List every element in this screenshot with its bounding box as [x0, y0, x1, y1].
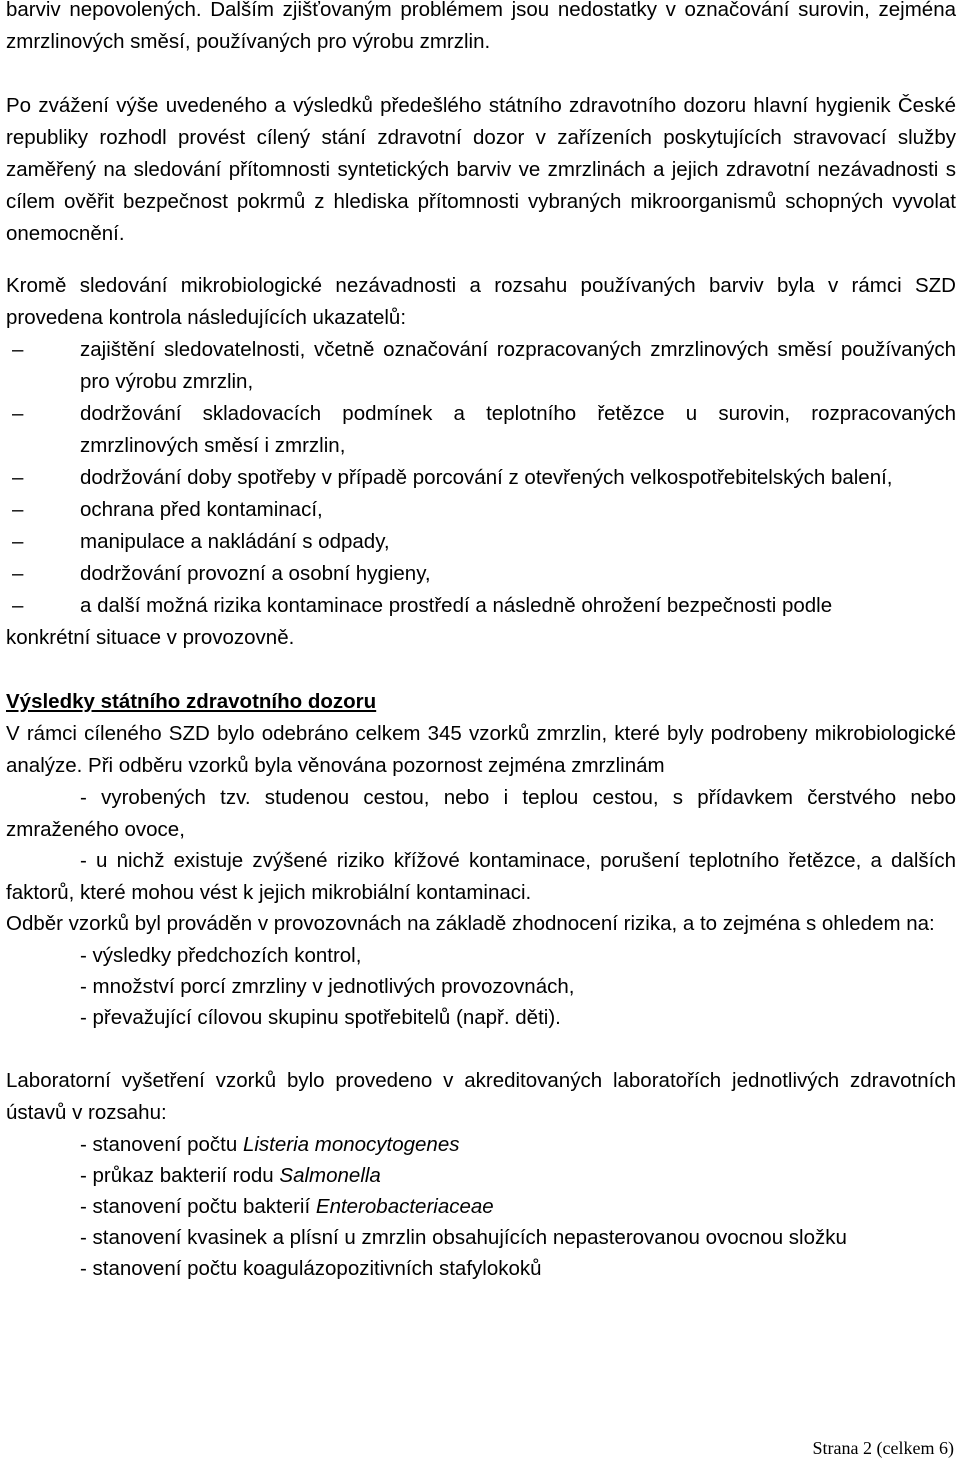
dash-bullet: –	[12, 562, 24, 585]
lab-item: - stanovení počtu bakterií Enterobacteriaceae	[80, 1195, 494, 1218]
decision-paragraph: Po zvážení výše uvedeného a výsledků předešlého státního zdravotního dozoru hlavní hygienik České republiky rozhodl provést cílený stání zdravotní dozor v zařízeních poskytujících stravovací služby zaměřený na sledování přítomnosti syntetických barviv ve zmrzlinách a jejich zdravotní nezávadnosti s cílem ověřit bezpečnost pokrmů z hlediska přítomnosti vybraných mikroorganismů schopných vyvolat onemocnění.	[6, 94, 956, 245]
list-item: – manipulace a nakládání s odpady,	[6, 526, 956, 558]
sampling-paragraph: Odběr vzorků byl prováděn v provozovnách na základě zhodnocení rizika, a to zejména s ohledem na:	[6, 912, 935, 935]
results-paragraph: V rámci cíleného SZD bylo odebráno celkem 345 vzorků zmrzlin, které byly podrobeny mikrobiologické analýze. Při odběru vzorků byla věnována pozornost zejména zmrzlinám	[6, 722, 956, 777]
dash-bullet: –	[12, 338, 24, 361]
lab-item: - průkaz bakterií rodu Salmonella	[80, 1164, 381, 1187]
page-number: Strana 2 (celkem 6)	[812, 1438, 954, 1458]
intro-paragraph: barviv nepovolených. Dalším zjišťovaným problémem jsou nedostatky v označování surovin, zejména zmrzlinových směsí, používaných pro výrobu zmrzlin.	[6, 0, 956, 53]
sampling-item: - výsledky předchozích kontrol,	[80, 944, 362, 967]
results-heading: Výsledky státního zdravotního dozoru	[6, 690, 377, 713]
results-subitem: - vyrobených tzv. studenou cestou, nebo i teplou cestou, s přídavkem čerstvého nebo zmraženého ovoce,	[6, 786, 956, 841]
indicators-list	[6, 334, 956, 622]
list-item: – zajištění sledovatelnosti, včetně označování rozpracovaných zmrzlinových směsí používaných pro výrobu zmrzlin,	[6, 334, 956, 398]
results-subitem: - u nichž existuje zvýšené riziko křížové kontaminace, porušení teplotního řetězce, a dalších faktorů, které mohou vést k jejich mikrobiální kontaminaci.	[6, 849, 956, 904]
list-item: – ochrana před kontaminací,	[6, 494, 956, 526]
sampling-item: - převažující cílovou skupinu spotřebitelů (např. děti).	[80, 1006, 561, 1029]
list-item: – dodržování provozní a osobní hygieny,	[6, 558, 956, 590]
lab-paragraph: Laboratorní vyšetření vzorků bylo provedeno v akreditovaných laboratořích jednotlivých zdravotních ústavů v rozsahu:	[6, 1069, 956, 1124]
indicators-intro: Kromě sledování mikrobiologické nezávadnosti a rozsahu používaných barviv byla v rámci SZD provedena kontrola následujících ukazatelů:	[6, 274, 956, 329]
list-item: – a další možná rizika kontaminace prostředí a následně ohrožení bezpečnosti podle	[6, 590, 956, 622]
dash-bullet: –	[12, 530, 24, 553]
indicators-tail: konkrétní situace v provozovně.	[6, 626, 295, 649]
lab-item: - stanovení počtu koagulázopozitivních stafylokoků	[80, 1257, 542, 1280]
document-page	[6, 0, 956, 1284]
dash-bullet: –	[12, 466, 24, 489]
dash-bullet: –	[12, 498, 24, 521]
list-item: – dodržování doby spotřeby v případě porcování z otevřených velkospotřebitelských balení,	[6, 462, 956, 494]
sampling-item: - množství porcí zmrzliny v jednotlivých provozovnách,	[80, 975, 575, 998]
lab-item: - stanovení počtu Listeria monocytogenes	[80, 1133, 460, 1156]
lab-item: - stanovení kvasinek a plísní u zmrzlin obsahujících nepasterovanou ovocnou složku	[80, 1226, 847, 1249]
dash-bullet: –	[12, 402, 24, 425]
list-item: – dodržování skladovacích podmínek a teplotního řetězce u surovin, rozpracovaných zmrzlinových směsí i zmrzlin,	[6, 398, 956, 462]
dash-bullet: –	[12, 594, 24, 617]
